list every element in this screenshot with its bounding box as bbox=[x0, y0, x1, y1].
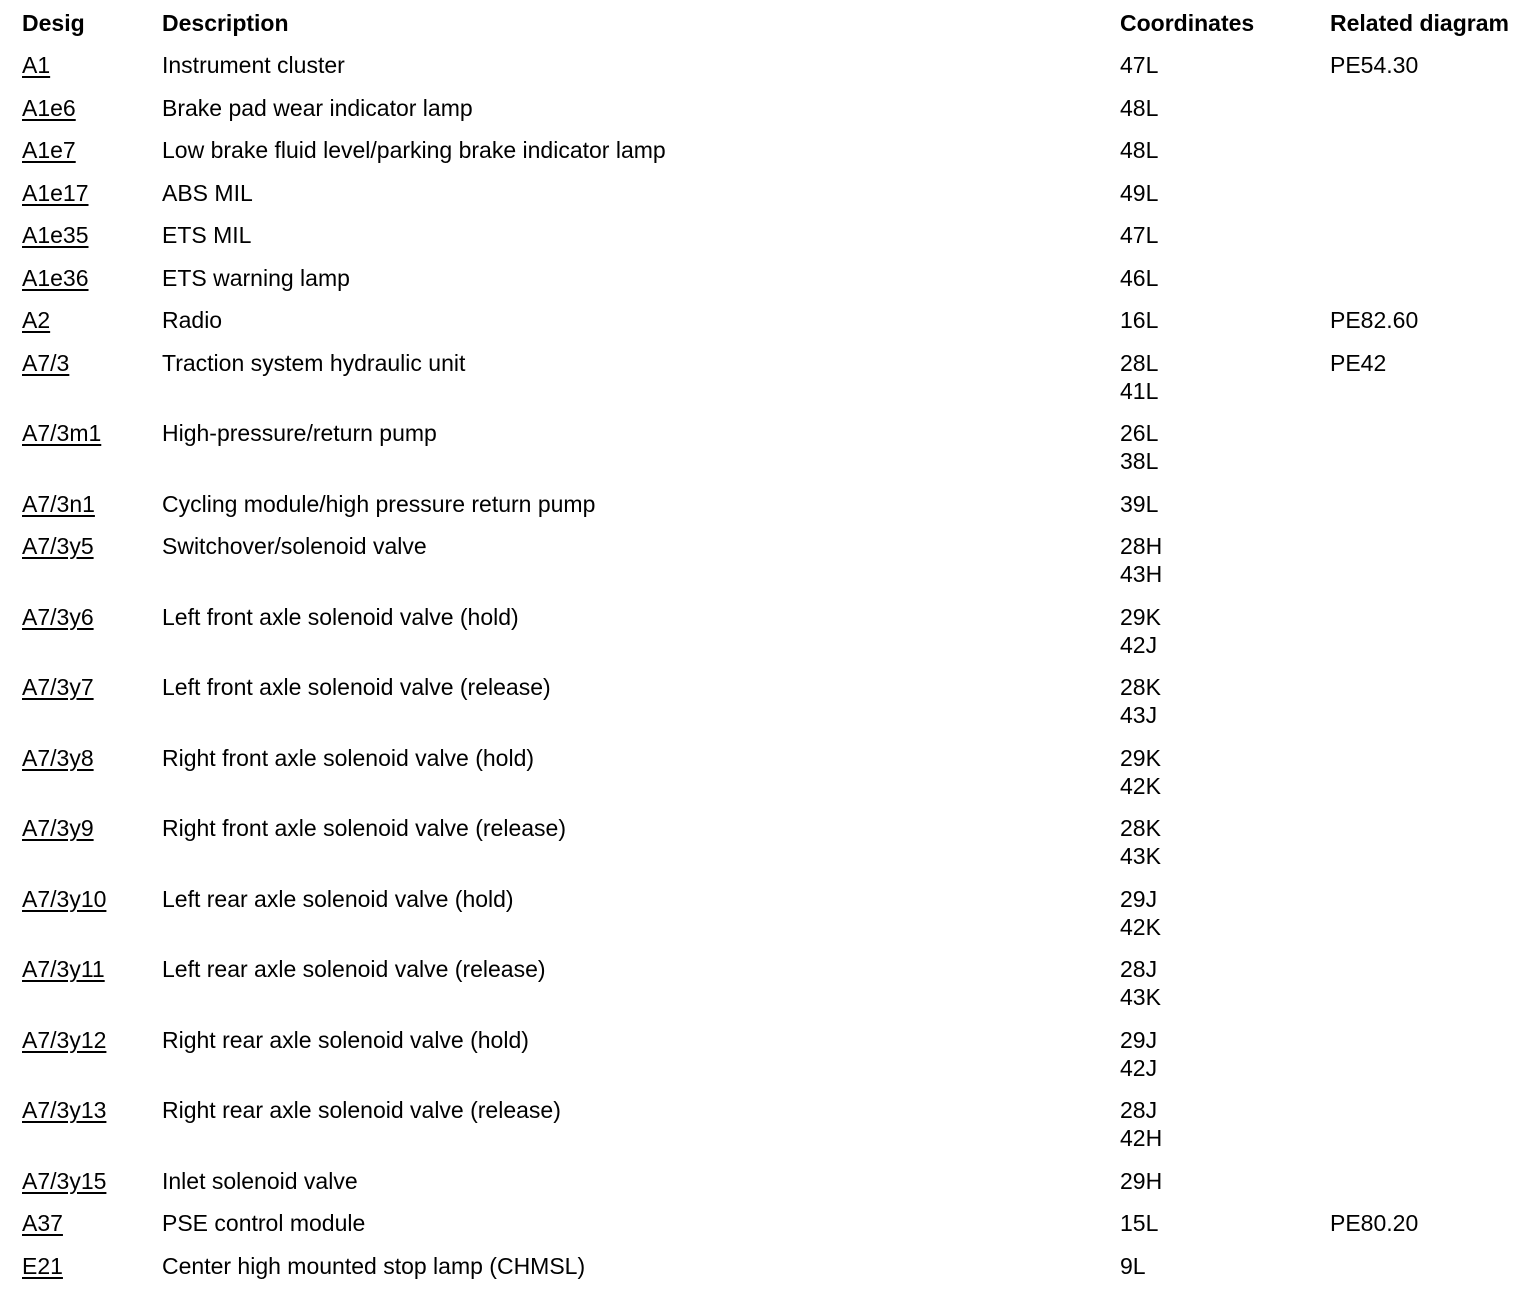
coordinate-value: 42J bbox=[1120, 631, 1158, 658]
description-cell: Radio bbox=[162, 307, 223, 333]
header-related-diagram: Related diagram bbox=[1330, 10, 1509, 36]
table-row bbox=[22, 1096, 1532, 1167]
coordinate-value: 28J bbox=[1120, 1097, 1158, 1123]
desig-link[interactable]: A7/3m1 bbox=[22, 420, 102, 446]
description-cell: Brake pad wear indicator lamp bbox=[162, 94, 473, 121]
description-cell: Right rear axle solenoid valve (release) bbox=[162, 1097, 561, 1123]
table-row bbox=[22, 136, 1532, 179]
coordinate-value: 47L bbox=[1120, 52, 1159, 78]
coordinates-cell bbox=[1120, 1026, 1330, 1082]
table-row bbox=[22, 94, 1532, 137]
coordinates-cell bbox=[1120, 673, 1330, 729]
table-row bbox=[22, 349, 1532, 420]
coordinate-value: 15L bbox=[1120, 1210, 1159, 1236]
desig-cell bbox=[22, 955, 162, 983]
table-row bbox=[22, 51, 1532, 94]
description-cell: Instrument cluster bbox=[162, 52, 345, 78]
desig-cell bbox=[22, 1209, 162, 1237]
coordinates-cell bbox=[1120, 94, 1330, 122]
table-row bbox=[22, 1209, 1532, 1252]
table-body bbox=[22, 51, 1532, 1294]
table-row bbox=[22, 532, 1532, 603]
description-cell: High-pressure/return pump bbox=[162, 420, 437, 446]
desig-link[interactable]: A7/3y9 bbox=[22, 815, 94, 841]
coordinate-value: 29J bbox=[1120, 1026, 1158, 1053]
desig-cell bbox=[22, 1026, 162, 1054]
coordinates-cell bbox=[1120, 532, 1330, 588]
coordinates-cell bbox=[1120, 955, 1330, 1011]
description-cell: Right rear axle solenoid valve (hold) bbox=[162, 1026, 529, 1053]
coordinates-cell bbox=[1120, 419, 1330, 475]
desig-cell bbox=[22, 1252, 162, 1280]
table-row bbox=[22, 673, 1532, 744]
desig-link[interactable]: A7/3y15 bbox=[22, 1167, 107, 1194]
desig-cell bbox=[22, 419, 162, 447]
description-cell: Left rear axle solenoid valve (hold) bbox=[162, 885, 514, 912]
description-cell: ETS warning lamp bbox=[162, 264, 350, 291]
table-row bbox=[22, 744, 1532, 815]
description-cell: Cycling module/high pressure return pump bbox=[162, 490, 596, 517]
desig-link[interactable]: A1e36 bbox=[22, 264, 89, 291]
desig-link[interactable]: A7/3y7 bbox=[22, 674, 94, 700]
coordinates-cell bbox=[1120, 179, 1330, 207]
coordinate-value: 38L bbox=[1120, 448, 1159, 474]
desig-cell bbox=[22, 1167, 162, 1195]
coordinates-cell bbox=[1120, 306, 1330, 334]
header-desig: Desig bbox=[22, 10, 85, 36]
table-row bbox=[22, 603, 1532, 674]
table-row bbox=[22, 885, 1532, 956]
description-cell: Low brake fluid level/parking brake indicator lamp bbox=[162, 137, 666, 163]
coordinates-cell bbox=[1120, 603, 1330, 659]
coordinate-value: 26L bbox=[1120, 420, 1159, 446]
coordinate-value: 28L bbox=[1120, 349, 1159, 376]
related-diagram-cell: PE82.60 bbox=[1330, 307, 1419, 333]
coordinates-cell bbox=[1120, 221, 1330, 249]
desig-link[interactable]: A2 bbox=[22, 307, 51, 333]
coordinates-cell bbox=[1120, 264, 1330, 292]
desig-link[interactable]: A7/3 bbox=[22, 349, 70, 376]
coordinates-cell bbox=[1120, 1209, 1330, 1237]
table-row bbox=[22, 179, 1532, 222]
table-header-row bbox=[22, 9, 1532, 51]
description-cell: Traction system hydraulic unit bbox=[162, 349, 466, 376]
description-cell: ETS MIL bbox=[162, 222, 252, 248]
coordinate-value: 43H bbox=[1120, 561, 1163, 587]
desig-cell bbox=[22, 490, 162, 518]
coordinate-value: 43K bbox=[1120, 984, 1161, 1010]
coordinate-value: 42K bbox=[1120, 913, 1161, 940]
coordinates-cell bbox=[1120, 814, 1330, 870]
coordinate-value: 47L bbox=[1120, 222, 1159, 248]
table-row bbox=[22, 1026, 1532, 1097]
table-row bbox=[22, 1167, 1532, 1210]
desig-link[interactable]: A7/3y10 bbox=[22, 885, 107, 912]
coordinate-value: 29J bbox=[1120, 885, 1158, 912]
desig-link[interactable]: A1 bbox=[22, 52, 51, 78]
component-locator-table bbox=[22, 9, 1532, 1294]
header-coordinates: Coordinates bbox=[1120, 10, 1255, 36]
coordinate-value: 42H bbox=[1120, 1125, 1163, 1151]
description-cell: Center high mounted stop lamp (CHMSL) bbox=[162, 1252, 586, 1279]
desig-cell bbox=[22, 885, 162, 913]
coordinate-value: 48L bbox=[1120, 137, 1159, 163]
coordinates-cell bbox=[1120, 1252, 1330, 1280]
desig-link[interactable]: A1e7 bbox=[22, 137, 76, 163]
desig-link[interactable]: A7/3y6 bbox=[22, 603, 94, 630]
coordinates-cell bbox=[1120, 51, 1330, 79]
coordinate-value: 28J bbox=[1120, 956, 1158, 982]
description-cell: ABS MIL bbox=[162, 179, 253, 206]
desig-link[interactable]: A7/3y11 bbox=[22, 956, 105, 982]
coordinate-value: 16L bbox=[1120, 307, 1159, 333]
table-row bbox=[22, 814, 1532, 885]
table-row bbox=[22, 419, 1532, 490]
coordinate-value: 29K bbox=[1120, 603, 1161, 630]
coordinate-value: 9L bbox=[1120, 1252, 1146, 1279]
desig-cell bbox=[22, 603, 162, 631]
coordinate-value: 43J bbox=[1120, 702, 1158, 728]
desig-link[interactable]: A37 bbox=[22, 1210, 63, 1236]
coordinates-cell bbox=[1120, 490, 1330, 518]
table-row bbox=[22, 306, 1532, 349]
desig-link[interactable]: A7/3n1 bbox=[22, 490, 95, 517]
coordinates-cell bbox=[1120, 885, 1330, 941]
desig-link[interactable]: A1e6 bbox=[22, 94, 76, 121]
coordinates-cell bbox=[1120, 1096, 1330, 1152]
table-row bbox=[22, 221, 1532, 264]
description-cell: Left rear axle solenoid valve (release) bbox=[162, 956, 546, 982]
desig-link[interactable]: A7/3y13 bbox=[22, 1097, 107, 1123]
coordinate-value: 48L bbox=[1120, 94, 1159, 121]
desig-link[interactable]: A1e17 bbox=[22, 179, 89, 206]
desig-cell bbox=[22, 264, 162, 292]
coordinate-value: 29K bbox=[1120, 744, 1161, 771]
coordinate-value: 42J bbox=[1120, 1054, 1158, 1081]
desig-cell bbox=[22, 179, 162, 207]
coordinate-value: 46L bbox=[1120, 264, 1159, 291]
related-diagram-cell: PE80.20 bbox=[1330, 1210, 1419, 1236]
coordinates-cell bbox=[1120, 744, 1330, 800]
desig-cell bbox=[22, 532, 162, 560]
header-description: Description bbox=[162, 10, 289, 36]
desig-cell bbox=[22, 349, 162, 377]
desig-cell bbox=[22, 136, 162, 164]
related-diagram-cell: PE54.30 bbox=[1330, 52, 1419, 78]
desig-link[interactable]: A7/3y12 bbox=[22, 1026, 107, 1053]
description-cell: Left front axle solenoid valve (hold) bbox=[162, 603, 519, 630]
coordinate-value: 43K bbox=[1120, 843, 1161, 869]
coordinate-value: 41L bbox=[1120, 377, 1159, 404]
desig-link[interactable]: E21 bbox=[22, 1252, 63, 1279]
coordinate-value: 28H bbox=[1120, 533, 1163, 559]
desig-link[interactable]: A1e35 bbox=[22, 222, 89, 248]
description-cell: Left front axle solenoid valve (release) bbox=[162, 674, 551, 700]
desig-cell bbox=[22, 1096, 162, 1124]
description-cell: PSE control module bbox=[162, 1210, 366, 1236]
desig-link[interactable]: A7/3y5 bbox=[22, 533, 94, 559]
coordinate-value: 29H bbox=[1120, 1167, 1163, 1194]
description-cell: Switchover/solenoid valve bbox=[162, 533, 427, 559]
desig-cell bbox=[22, 94, 162, 122]
table-row bbox=[22, 1252, 1532, 1295]
desig-cell bbox=[22, 221, 162, 249]
coordinate-value: 42K bbox=[1120, 772, 1161, 799]
description-cell: Inlet solenoid valve bbox=[162, 1167, 358, 1194]
desig-cell bbox=[22, 51, 162, 79]
related-diagram-cell: PE42 bbox=[1330, 349, 1387, 376]
coordinate-value: 39L bbox=[1120, 490, 1159, 517]
coordinates-cell bbox=[1120, 349, 1330, 405]
description-cell: Right front axle solenoid valve (release) bbox=[162, 815, 566, 841]
desig-cell bbox=[22, 673, 162, 701]
desig-cell bbox=[22, 744, 162, 772]
coordinate-value: 49L bbox=[1120, 179, 1159, 206]
coordinates-cell bbox=[1120, 1167, 1330, 1195]
coordinate-value: 28K bbox=[1120, 674, 1161, 700]
table-row bbox=[22, 490, 1532, 533]
coordinate-value: 28K bbox=[1120, 815, 1161, 841]
desig-cell bbox=[22, 814, 162, 842]
desig-cell bbox=[22, 306, 162, 334]
table-row bbox=[22, 264, 1532, 307]
description-cell: Right front axle solenoid valve (hold) bbox=[162, 744, 535, 771]
coordinates-cell bbox=[1120, 136, 1330, 164]
desig-link[interactable]: A7/3y8 bbox=[22, 744, 94, 771]
table-row bbox=[22, 955, 1532, 1026]
